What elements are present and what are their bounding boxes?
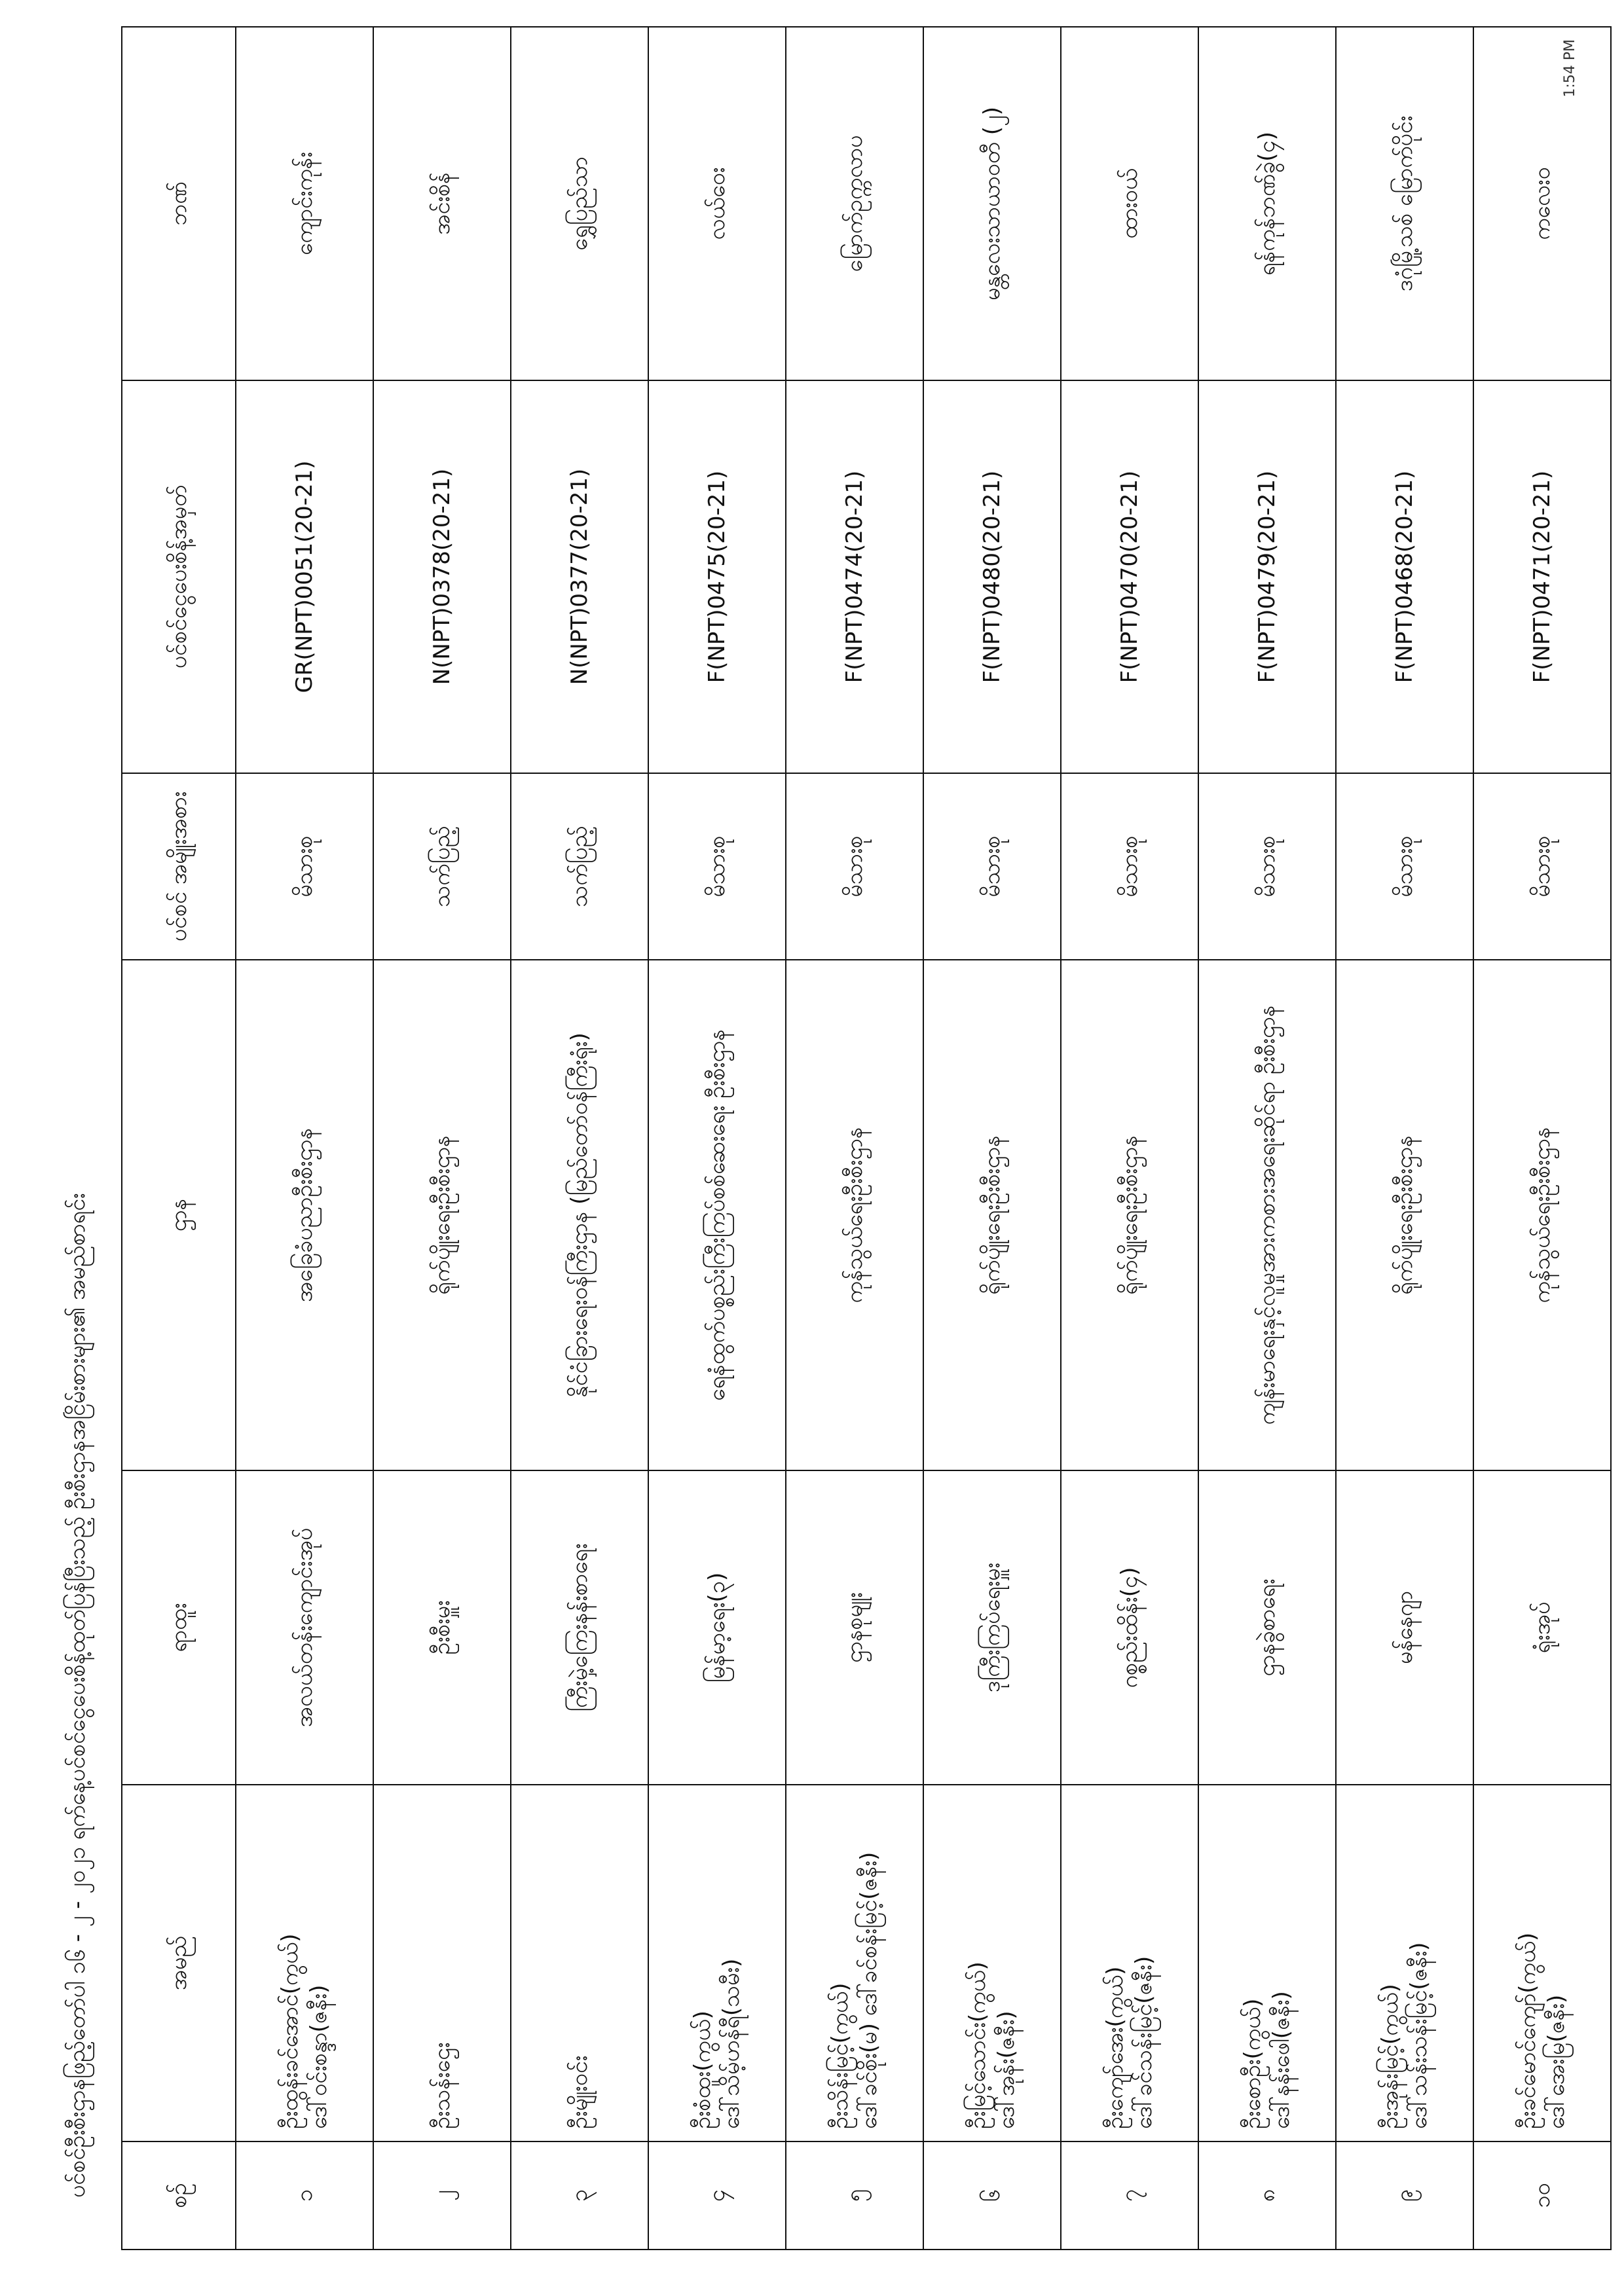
pension-table: [121, 26, 1612, 2250]
col-header-rank: ရာထူး: [122, 1470, 236, 1785]
bank: မန္တလေးသာယာဝတီ (၂): [923, 27, 1061, 380]
name-line-1: ဦးစံထူး(ကွယ်): [689, 2011, 716, 2129]
scan-timestamp: 1:54 PM: [1562, 39, 1578, 98]
order-number: F(NPT)0479(20-21): [1198, 380, 1336, 773]
bank: မြောက်ဥက္ကလာပ: [786, 27, 923, 380]
person-name: [236, 1785, 373, 2141]
pension-type: မိသားစု: [1061, 773, 1198, 960]
row-number: ၅: [786, 2141, 923, 2250]
pension-type: မိသားစု: [786, 773, 923, 960]
bank: ရန်ကုန်ဘဏ်ခွဲ(၄): [1198, 27, 1336, 380]
row-number: ၂: [373, 2141, 511, 2250]
rank: ရုံးအုပ်: [1473, 1470, 1611, 1785]
pension-type: မိသားစု: [1473, 773, 1611, 960]
document-title: ပင်စင်ဦးစီးဌာနဖြည့်တော်ပါ ၁၆ - ၂ - ၂၀၂၁ ရက်နေ့ပင်စင်ငွေပေးစိန့်ထုတ်ပြန်ပြီးသည့် ဦးစီးဌာနအငြိမ်းစားများ၏ အမည်စာရင်း: [64, 1193, 90, 2198]
bank: ကျောင်းကုန်း: [236, 27, 373, 380]
name-line-1: ဦးသိန်းမြင့်(ကွယ်): [826, 1982, 853, 2129]
department: ရိုက်ပျိုးရေးဦးစီးဌာန: [1061, 960, 1198, 1470]
name-line-2: ဒေါ်သိမ့်ဟန်ရီ(သမီး): [718, 1958, 745, 2129]
name-line-1: ဦးမြင့်သောင်း(ကွယ်): [964, 1961, 991, 2129]
rank: အလယ်တန်းကျောင်းအုပ်: [236, 1470, 373, 1785]
person-name: [1061, 1785, 1198, 2141]
col-header-department: ဌာန: [122, 960, 236, 1470]
col-header-pension-type: ပင်စင် အမျိုးအစား: [122, 773, 236, 960]
name-line-2: ဒေါ်အုန်း(ဇနီး): [993, 2011, 1020, 2129]
table-header-row: [122, 27, 236, 2250]
order-number: F(NPT)0480(20-21): [923, 380, 1061, 773]
rank: ဂစ္စည်းထိန်း(၄): [1061, 1470, 1198, 1785]
table-row: [511, 27, 648, 2250]
table-row: [1198, 27, 1336, 2250]
row-number: ၈: [1198, 2141, 1336, 2250]
department: အခြေခံပညာဦးစီးဌာန: [236, 960, 373, 1470]
order-number: F(NPT)0470(20-21): [1061, 380, 1198, 773]
department: ကျန်းမာရေးနှင့်လူမှုအားကစားအရေးဆိုင်ရာ ဦးစီးဌာန: [1198, 960, 1336, 1470]
pension-type: မိသားစု: [236, 773, 373, 960]
rank: ကြီးမှဲ့ကြေးနန်းစာရေး: [511, 1470, 648, 1785]
table-row: [236, 27, 373, 2250]
pension-type: မိသားစု: [923, 773, 1061, 960]
name-line-2: ဒေါ်ဝင်းစန္ဒာ(ဇနီး): [306, 1984, 332, 2129]
department: နိုင်ငံခြားရေးဝန်ကြီးဌာန (မြည်တော်ဝန်ကြီးရုံး): [511, 960, 648, 1470]
rank: ဌာနခွဲစာရေး: [1198, 1470, 1336, 1785]
department: ရိုက်ပျိုးရေးဦးစီးဌာန: [1336, 960, 1473, 1470]
person-name: [786, 1785, 923, 2141]
table-row: [648, 27, 786, 2250]
name-line-2: ဒေါ်ခင်စိုး(မ) ဒေါ်ခင်စန်းမြင့်(ဇနီး): [856, 1851, 882, 2129]
pension-type: မိသားစု: [1198, 773, 1336, 960]
order-number: F(NPT)0471(20-21): [1473, 380, 1611, 773]
row-number: ၃: [511, 2141, 648, 2250]
col-header-bank: ဘဏ်: [122, 27, 236, 380]
col-header-name: အမည်: [122, 1785, 236, 2141]
name-line-1: ဦးအုန်းမြင့်(ကွယ်): [1376, 1984, 1403, 2129]
col-header-no: စဉ်: [122, 2141, 236, 2250]
table-row: [923, 27, 1061, 2250]
person-name: [1198, 1785, 1336, 2141]
name-line-1: ဦးမျိုးဝင်း: [566, 2055, 593, 2129]
pension-type: သက်ပြည့်: [373, 773, 511, 960]
name-line-2: ဒေါ်ခင်သန်းမြင့်(ဇနီး): [1131, 1956, 1157, 2129]
department: ရိုက်ပျိုးရေးဦးစီးဌာန: [923, 960, 1061, 1470]
table-row: [1473, 27, 1611, 2250]
bank: ရွှေပြည်သာ: [511, 27, 648, 380]
name-line-1: ဦးစောဦး(ကွယ်): [1239, 1998, 1266, 2129]
bank: အင်းစိန်: [373, 27, 511, 380]
person-name: [648, 1785, 786, 2141]
rank: မန်နေဂျာ: [1336, 1470, 1473, 1785]
order-number: N(NPT)0378(20-21): [373, 380, 511, 773]
pension-type: သက်ပြည့်: [511, 773, 648, 960]
row-number: ၁၀: [1473, 2141, 1611, 2250]
table-row: [1061, 27, 1198, 2250]
name-line-1: ဦးသန်းဌေး: [428, 2042, 455, 2129]
row-number: ၆: [923, 2141, 1061, 2250]
person-name: [511, 1785, 648, 2141]
row-number: ၉: [1336, 2141, 1473, 2250]
person-name: [1336, 1785, 1473, 2141]
department: ရိုက်ပျိုးရေးဦးစီးဌာန: [373, 960, 511, 1470]
order-number: F(NPT)0475(20-21): [648, 380, 786, 773]
name-line-1: ဦးထွန်းခင်အောင်(ကွယ်): [276, 1933, 303, 2129]
bank: ကလေးဝ: [1473, 27, 1611, 380]
order-number: N(NPT)0377(20-21): [511, 380, 648, 773]
order-number: F(NPT)0474(20-21): [786, 380, 923, 773]
department: ရေနံထွက်ပစ္စည်းကြီးကြပ်စစ်ဆေးရေး ဦးစီးဌာန: [648, 960, 786, 1470]
table-row: [1336, 27, 1473, 2250]
row-number: ၁: [236, 2141, 373, 2250]
person-name: [1473, 1785, 1611, 2141]
rank: ဦးစီးမှူး: [373, 1470, 511, 1785]
pension-type: မိသားစု: [1336, 773, 1473, 960]
pension-type: မိသားစု: [648, 773, 786, 960]
bank: လယ်ဝေး: [648, 27, 786, 380]
order-number: GR(NPT)0051(20-21): [236, 380, 373, 773]
bank: ဒဂုံမြို့သစ် မြောက်ပိုင်း: [1336, 27, 1473, 380]
row-number: ၇: [1061, 2141, 1198, 2250]
row-number: ၄: [648, 2141, 786, 2250]
person-name: [373, 1785, 511, 2141]
col-header-order-number: ပင်စင်ငွေပေးစိန့်အမှတ်: [122, 380, 236, 773]
rank: ဌာနစုမျုး: [786, 1470, 923, 1785]
table-row: [786, 27, 923, 2250]
department: ကုန်သွယ်ရေးဦးစီးဌာန: [786, 960, 923, 1470]
name-line-2: ဒေါ်နန်းဖေါ(ဇနီး): [1268, 1991, 1295, 2129]
rank: မြန်မာ့ရေး(၃): [648, 1470, 786, 1785]
table-row: [373, 27, 511, 2250]
rank: ဒုကြီးကြပ်ရေးမှူး: [923, 1470, 1061, 1785]
name-line-2: ဒေါ်အေးမြ(ဇနီး): [1543, 1994, 1570, 2129]
department: ကုန်သွယ်ရေးဦးစီးဌာန: [1473, 960, 1611, 1470]
name-line-1: ဦးခင်မောင်ကျော်(ကွယ်): [1514, 1932, 1541, 2129]
order-number: F(NPT)0468(20-21): [1336, 380, 1473, 773]
person-name: [923, 1785, 1061, 2141]
name-line-2: ဒေါ်သန်းသန်းမြင့်(ဇနီး): [1406, 1942, 1432, 2129]
name-line-1: ဦးကျော်အေး(ကွယ်): [1101, 1966, 1128, 2129]
bank: ထားဝယ်: [1061, 27, 1198, 380]
